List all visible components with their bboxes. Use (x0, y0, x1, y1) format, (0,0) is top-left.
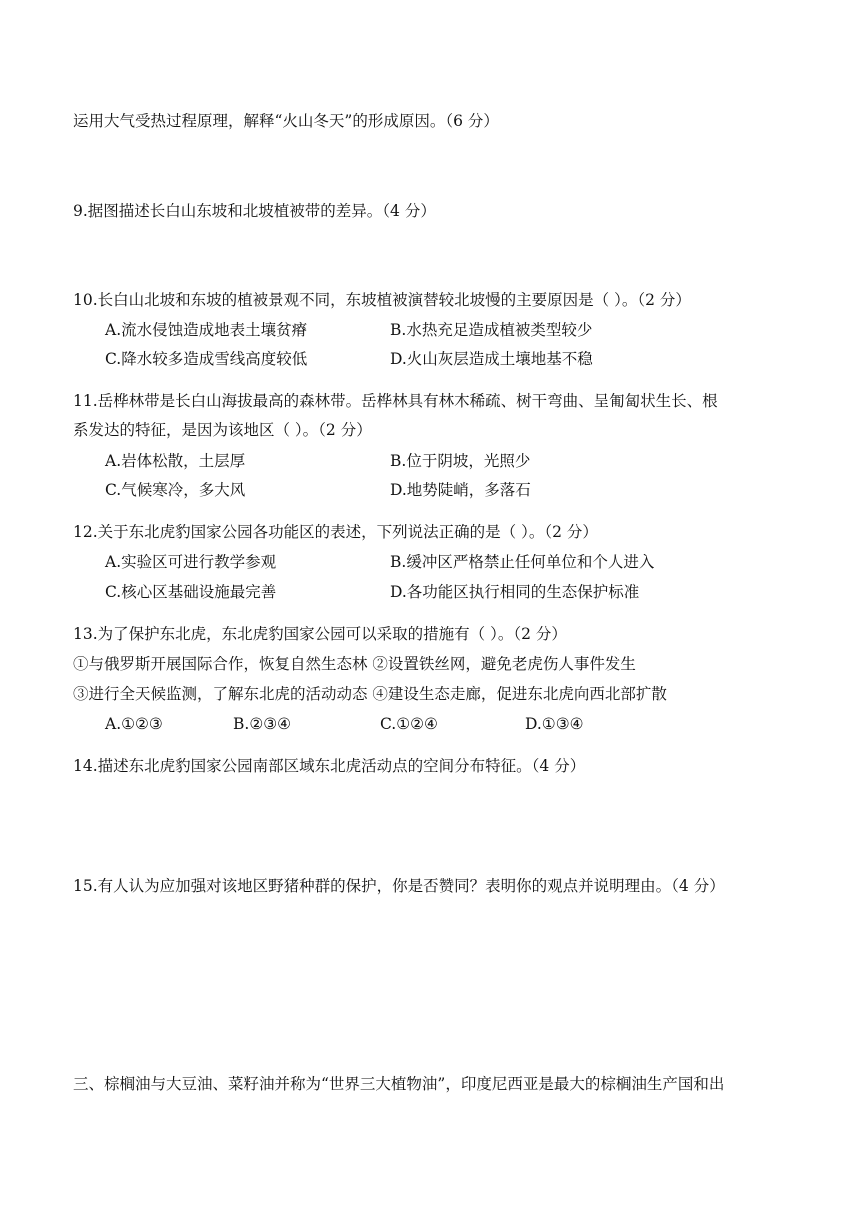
question-13-option-a: A.①②③ (105, 715, 163, 733)
question-11-option-d: D.地势陡峭，多落石 (390, 481, 531, 499)
question-12-option-d: D.各功能区执行相同的生态保护标准 (390, 583, 640, 601)
question-12-option-c: C.核心区基础设施最完善 (105, 583, 277, 601)
question-13-option-c: C.①②④ (380, 715, 438, 733)
question-12-option-b: B.缓冲区严格禁止任何单位和个人进入 (390, 553, 655, 571)
question-14: 14.描述东北虎豹国家公园南部区域东北虎活动点的空间分布特征。（4 分） (73, 757, 586, 775)
question-10: 10.长白山北坡和东坡的植被景观不同，东坡植被演替较北坡慢的主要原因是（ ）。（2 分） (73, 291, 691, 309)
question-10-option-a: A.流水侵蚀造成地表土壤贫瘠 (105, 321, 308, 339)
question-13-option-b: B.②③④ (233, 715, 292, 733)
question-10-option-b: B.水热充足造成植被类型较少 (390, 321, 593, 339)
question-8-prompt: 运用大气受热过程原理，解释“火山冬天”的形成原因。（6 分） (73, 112, 499, 130)
question-10-option-d: D.火山灰层造成土壤地基不稳 (390, 350, 593, 368)
question-9: 9.据图描述长白山东坡和北坡植被带的差异。（4 分） (73, 202, 436, 220)
question-15: 15.有人认为应加强对该地区野猪种群的保护，你是否赞同？表明你的观点并说明理由。（4 分） (73, 877, 725, 895)
question-11-option-a: A.岩体松散，土层厚 (105, 452, 246, 470)
question-10-option-c: C.降水较多造成雪线高度较低 (105, 350, 308, 368)
question-13-statements-1: ①与俄罗斯开展国际合作，恢复自然生态林 ②设置铁丝网，避免老虎伤人事件发生 (73, 655, 636, 673)
question-12: 12.关于东北虎豹国家公园各功能区的表述，下列说法正确的是（ ）。（2 分） (73, 523, 598, 541)
question-13-statements-2: ③进行全天候监测，了解东北虎的活动动态 ④建设生态走廊，促进东北虎向西北部扩散 (73, 685, 667, 703)
question-11-line-1: 11.岳桦林带是长白山海拔最高的森林带。岳桦林具有林木稀疏、树干弯曲、呈匍匐状生长、根 (73, 392, 718, 410)
question-11-option-b: B.位于阴坡，光照少 (390, 452, 531, 470)
question-11-line-2: 系发达的特征，是因为该地区（ ）。（2 分） (73, 421, 372, 439)
question-13: 13.为了保护东北虎，东北虎豹国家公园可以采取的措施有（ ）。（2 分） (73, 625, 567, 643)
question-11-option-c: C.气候寒冷，多大风 (105, 481, 246, 499)
section-3-intro: 三、棕榈油与大豆油、菜籽油并称为“世界三大植物油”，印度尼西亚是最大的棕榈油生产国和出 (73, 1075, 725, 1093)
question-12-option-a: A.实验区可进行教学参观 (105, 553, 277, 571)
question-13-option-d: D.①③④ (525, 715, 584, 733)
